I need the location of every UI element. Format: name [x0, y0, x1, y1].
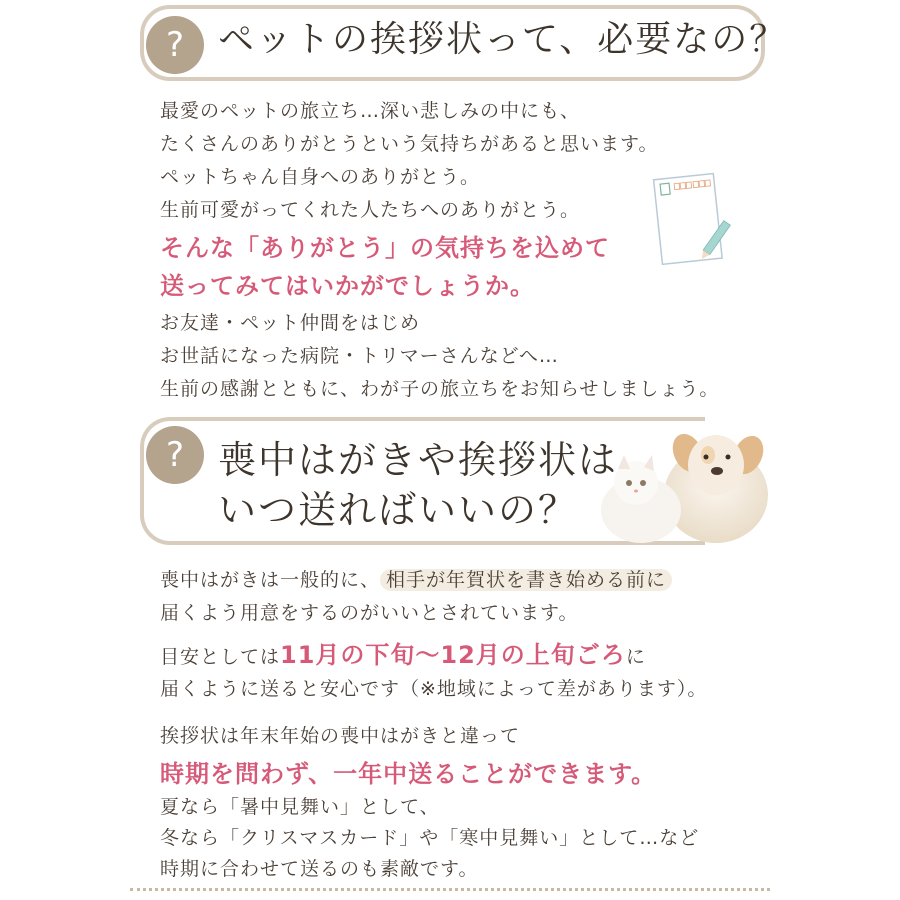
section1-title: ペットの挨拶状って、必要なの？: [218, 19, 788, 60]
section1-line: 生前の感謝とともに、わが子の旅立ちをお知らせしましょう。: [160, 378, 720, 400]
dotted-divider: [130, 888, 770, 891]
section1-line: 生前可愛がってくれた人たちへのありがとう。: [160, 199, 581, 221]
section2-line: 夏なら「暑中見舞い」として、: [160, 796, 440, 818]
section2-text: に: [625, 646, 646, 668]
section1-line: たくさんのありがとうという気持ちがあると思います。: [160, 133, 659, 155]
section1-line: 最愛のペットの旅立ち…深い悲しみの中にも、: [160, 100, 581, 122]
section2-title-line2: いつ送ればいいの？: [218, 488, 579, 532]
section1-highlight: そんな「ありがとう」の気持ちを込めて: [160, 234, 610, 262]
question-icon: ?: [146, 426, 204, 484]
section2-line: 届くよう用意をするのがいいとされています。: [160, 602, 579, 624]
postcard-illustration: [650, 170, 735, 270]
section2-line: 時期に合わせて送るのも素敵です。: [160, 858, 479, 880]
section2-highlight: 時期を問わず、一年中送ることができます。: [160, 760, 657, 788]
section2-text: 喪中はがきは一般的に、: [160, 569, 381, 591]
section2-line: 冬なら「クリスマスカード」や「寒中見舞い」として…など: [160, 827, 700, 849]
question-icon: ?: [146, 16, 204, 74]
section2-line: 届くように送ると安心です（※地域によって差があります）。: [160, 678, 708, 700]
section1-line: ペットちゃん自身へのありがとう。: [160, 166, 481, 188]
section1-highlight: 送ってみてはいかがでしょうか。: [160, 272, 535, 300]
section2-pink-period: 11月の下旬～12月の上旬ごろ: [280, 641, 626, 669]
section2-title-line1: 喪中はがきや挨拶状は: [218, 438, 619, 482]
section2-highlighted-phrase: 相手が年賀状を書き始める前に: [380, 569, 672, 591]
section1-line: お友達・ペット仲間をはじめ: [160, 312, 421, 334]
section2-line: [160, 565, 672, 592]
section2-line: 挨拶状は年末年始の喪中はがきと違って: [160, 725, 521, 747]
cat-and-dog-illustration: [596, 425, 771, 543]
section1-line: お世話になった病院・トリマーさんなどへ…: [160, 345, 559, 367]
section2-text: 目安としては: [160, 646, 281, 668]
section2-line: [160, 635, 646, 670]
